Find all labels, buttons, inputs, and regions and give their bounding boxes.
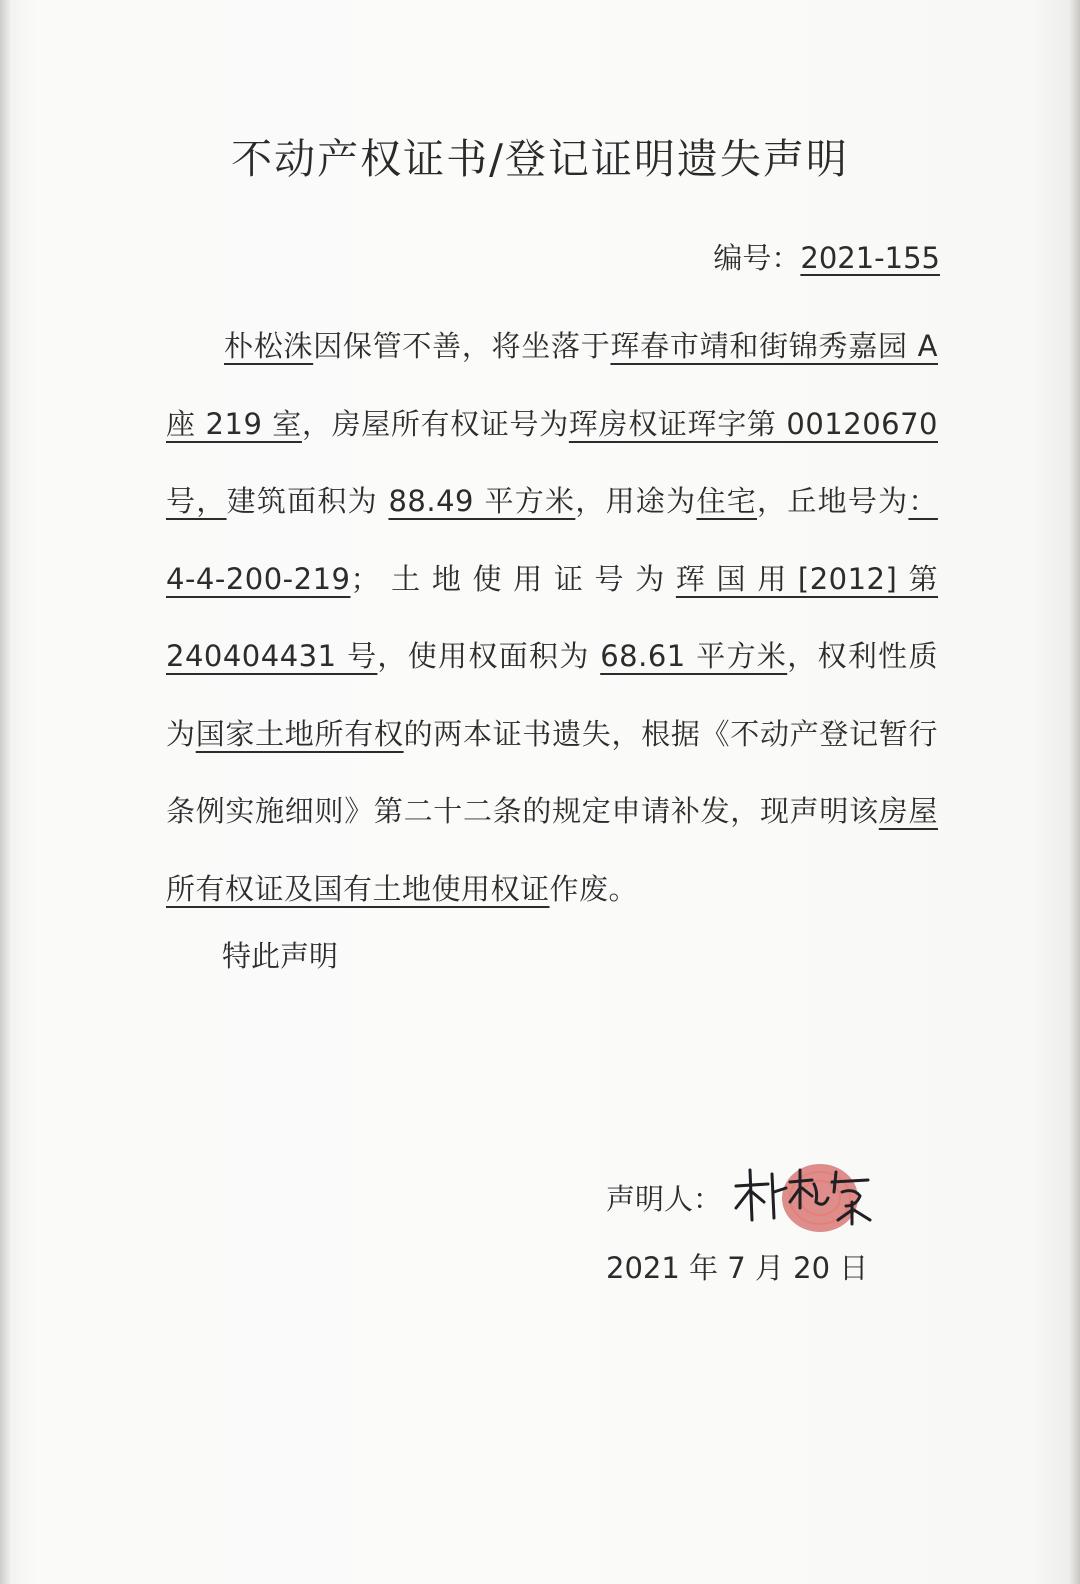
house-certificate-number: 珲房权证珲字第 00120670 号， <box>166 406 938 518</box>
declaration-date: 2021 年 7 月 20 日 <box>606 1251 869 1285</box>
document-number-label: 编号： <box>713 241 801 275</box>
text-segment: ，房屋所有权证号为 <box>301 406 569 441</box>
document-number <box>713 236 940 277</box>
land-use-area: 68.61 平方米 <box>600 639 788 673</box>
document-title: 不动产权证书/登记证明遗失声明 <box>231 135 849 183</box>
text-segment: ；土地使用证号为 <box>350 561 676 596</box>
declaration-paragraph <box>166 308 938 928</box>
declaration-body <box>166 308 938 928</box>
text-segment: ，使用权面积为 <box>377 639 590 673</box>
land-certificate-number: 珲国用[2012]第 240404431 号 <box>166 561 938 673</box>
text-segment: ，用途为 <box>575 484 697 518</box>
document-number-value: 2021-155 <box>800 241 940 275</box>
signature-label: 声明人： <box>606 1181 723 1216</box>
owner-name: 朴松洙 <box>224 329 314 363</box>
signature <box>728 1162 878 1232</box>
text-segment: 的两本证书遗失，根据《不动产登记暂行条例实施细则》第二十二条的规定申请补发，现声明该 <box>166 716 938 828</box>
voided-certificates: 房屋所有权证及国有土地使用权证 <box>166 794 938 906</box>
property-address: 珲春市靖和街锦秀嘉园 A座 219 室 <box>166 329 938 441</box>
parcel-number: ：4-4-200-219 <box>166 484 938 596</box>
text-segment: 建筑面积为 <box>226 484 378 518</box>
closing-statement: 特此声明 <box>222 939 339 973</box>
paper-edge-right <box>1068 0 1080 1584</box>
handwritten-signature <box>728 1162 878 1232</box>
text-segment: ，权利性质为 <box>166 639 938 751</box>
text-segment: ，丘地号为 <box>757 484 909 518</box>
text-segment: 作废。 <box>549 871 639 906</box>
building-area: 88.49 平方米 <box>388 484 576 518</box>
paper-edge-left <box>0 0 10 1584</box>
usage: 住宅 <box>696 484 758 518</box>
signature-line <box>606 1162 878 1232</box>
right-nature: 国家土地所有权 <box>195 716 404 751</box>
text-segment: 因保管不善，将坐落于 <box>313 329 611 363</box>
